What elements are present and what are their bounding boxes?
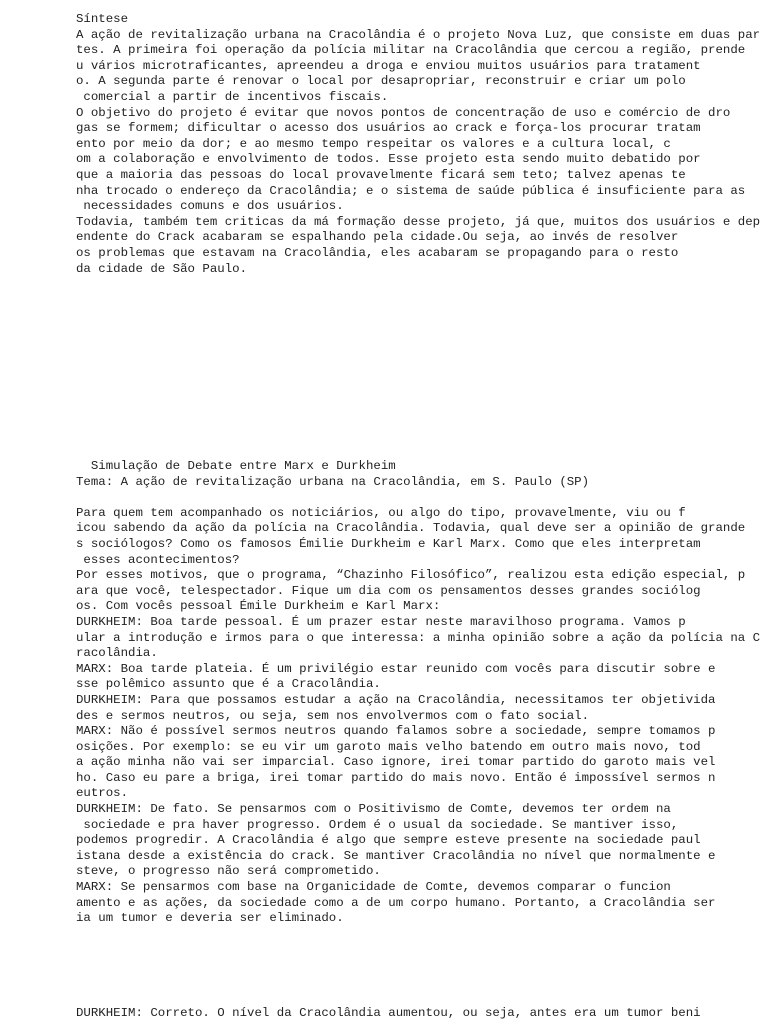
text-line: om a colaboração e envolvimento de todos. Esse projeto esta sendo muito debatido por	[76, 152, 701, 167]
text-line	[76, 490, 760, 506]
text-line: comercial a partir de incentivos fiscais.	[76, 89, 389, 104]
text-line: MARX: Não é possível sermos neutros quando falamos sobre a sociedade, sempre tomamos p	[76, 724, 716, 739]
text-line: racolândia.	[76, 646, 158, 661]
text-line: DURKHEIM: Para que possamos estudar a ação na Cracolândia, necessitamos ter objetivida	[76, 692, 716, 707]
text-line: sociedade e pra haver progresso. Ordem é o usual da sociedade. Se mantiver isso,	[76, 817, 679, 832]
text-line: u vários microtraficantes, apreendeu a droga e enviou muitos usuários para tratament	[76, 58, 701, 73]
text-line: MARX: Se pensarmos com base na Organicidade de Comte, devemos comparar o funcion	[76, 880, 671, 895]
text-line: MARX: Boa tarde plateia. É um privilégio estar reunido com vocês para discutir sobre e	[76, 661, 716, 676]
text-line: necessidades comuns e dos usuários.	[76, 199, 344, 214]
text-line: Síntese	[76, 12, 129, 26]
text-line: Para quem tem acompanhado os noticiários, ou algo do tipo, provavelmente, viu ou f	[76, 505, 686, 520]
debate-continuation	[76, 1006, 701, 1022]
text-line: s sociólogos? Como os famosos Émilie Durkheim e Karl Marx. Como que eles interpretam	[76, 536, 701, 551]
text-line: DURKHEIM: Boa tarde pessoal. É um prazer estar neste maravilhoso programa. Vamos p	[76, 614, 686, 629]
text-line: tes. A primeira foi operação da polícia militar na Cracolândia que cercou a região, prende	[76, 43, 746, 58]
text-line: esses acontecimentos?	[76, 552, 240, 567]
text-line: nha trocado o endereço da Cracolândia; e o sistema de saúde pública é insuficiente para as	[76, 183, 746, 198]
text-line: o. A segunda parte é renovar o local por desapropriar, reconstruir e criar um polo	[76, 74, 686, 89]
text-line: eutros.	[76, 786, 129, 801]
text-line: que a maioria das pessoas do local provavelmente ficará sem teto; talvez apenas te	[76, 167, 686, 182]
text-line: Todavia, também tem criticas da má formação desse projeto, já que, muitos dos usuários e dep	[76, 214, 761, 229]
synthesis-section	[76, 12, 760, 277]
text-line: os. Com vocês pessoal Émile Durkheim e Karl Marx:	[76, 599, 441, 614]
text-line: A ação de revitalização urbana na Cracolândia é o projeto Nova Luz, que consiste em duas par	[76, 27, 761, 42]
text-line: gas se formem; dificultar o acesso dos usuários ao crack e força-los procurar tratam	[76, 121, 701, 136]
debate-section	[76, 459, 760, 927]
text-line: istana desde a existência do crack. Se mantiver Cracolândia no nível que normalmente e	[76, 848, 716, 863]
text-line: des e sermos neutros, ou seja, sem nos envolvermos com o fato social.	[76, 708, 590, 723]
text-line: ara que você, telespectador. Fique um dia com os pensamentos desses grandes sociólog	[76, 583, 701, 598]
text-line: ho. Caso eu pare a briga, irei tomar partido do mais novo. Então é impossível sermos n	[76, 770, 716, 785]
text-line: podemos progredir. A Cracolândia é algo que sempre esteve presente na sociedade paul	[76, 833, 701, 848]
text-line: DURKHEIM: Correto. O nível da Cracolândia aumentou, ou seja, antes era um tumor beni	[76, 1006, 701, 1020]
text-line: a ação minha não vai ser imparcial. Caso ignore, irei tomar partido do garoto mais vel	[76, 755, 716, 770]
text-line: amento e as ações, da sociedade como a de um corpo humano. Portanto, a Cracolândia ser	[76, 895, 716, 910]
text-line: da cidade de São Paulo.	[76, 261, 248, 276]
text-line: ento por meio da dor; e ao mesmo tempo respeitar os valores e a cultura local, c	[76, 136, 671, 151]
text-line: steve, o progresso não será comprometido.	[76, 864, 381, 879]
text-line: osições. Por exemplo: se eu vir um garoto mais velho batendo em outro mais novo, tod	[76, 739, 701, 754]
text-line: Por esses motivos, que o programa, “Chazinho Filosófico”, realizou esta edição especial, p	[76, 568, 746, 583]
text-line: icou sabendo da ação da polícia na Cracolândia. Todavia, qual deve ser a opinião de grande	[76, 521, 746, 536]
text-line: ular a introdução e irmos para o que interessa: a minha opinião sobre a ação da polícia na C	[76, 630, 761, 645]
text-line: Tema: A ação de revitalização urbana na Cracolândia, em S. Paulo (SP)	[76, 474, 590, 489]
text-line: endente do Crack acabaram se espalhando pela cidade.Ou seja, ao invés de resolver	[76, 230, 679, 245]
text-line: os problemas que estavam na Cracolândia, eles acabaram se propagando para o resto	[76, 245, 679, 260]
text-line: ia um tumor e deveria ser eliminado.	[76, 911, 344, 926]
text-line: DURKHEIM: De fato. Se pensarmos com o Positivismo de Comte, devemos ter ordem na	[76, 802, 671, 817]
text-line: Simulação de Debate entre Marx e Durkheim	[76, 459, 396, 473]
text-line: sse polêmico assunto que é a Cracolândia.	[76, 677, 381, 692]
text-line: O objetivo do projeto é evitar que novos pontos de concentração de uso e comércio de dro	[76, 105, 731, 120]
